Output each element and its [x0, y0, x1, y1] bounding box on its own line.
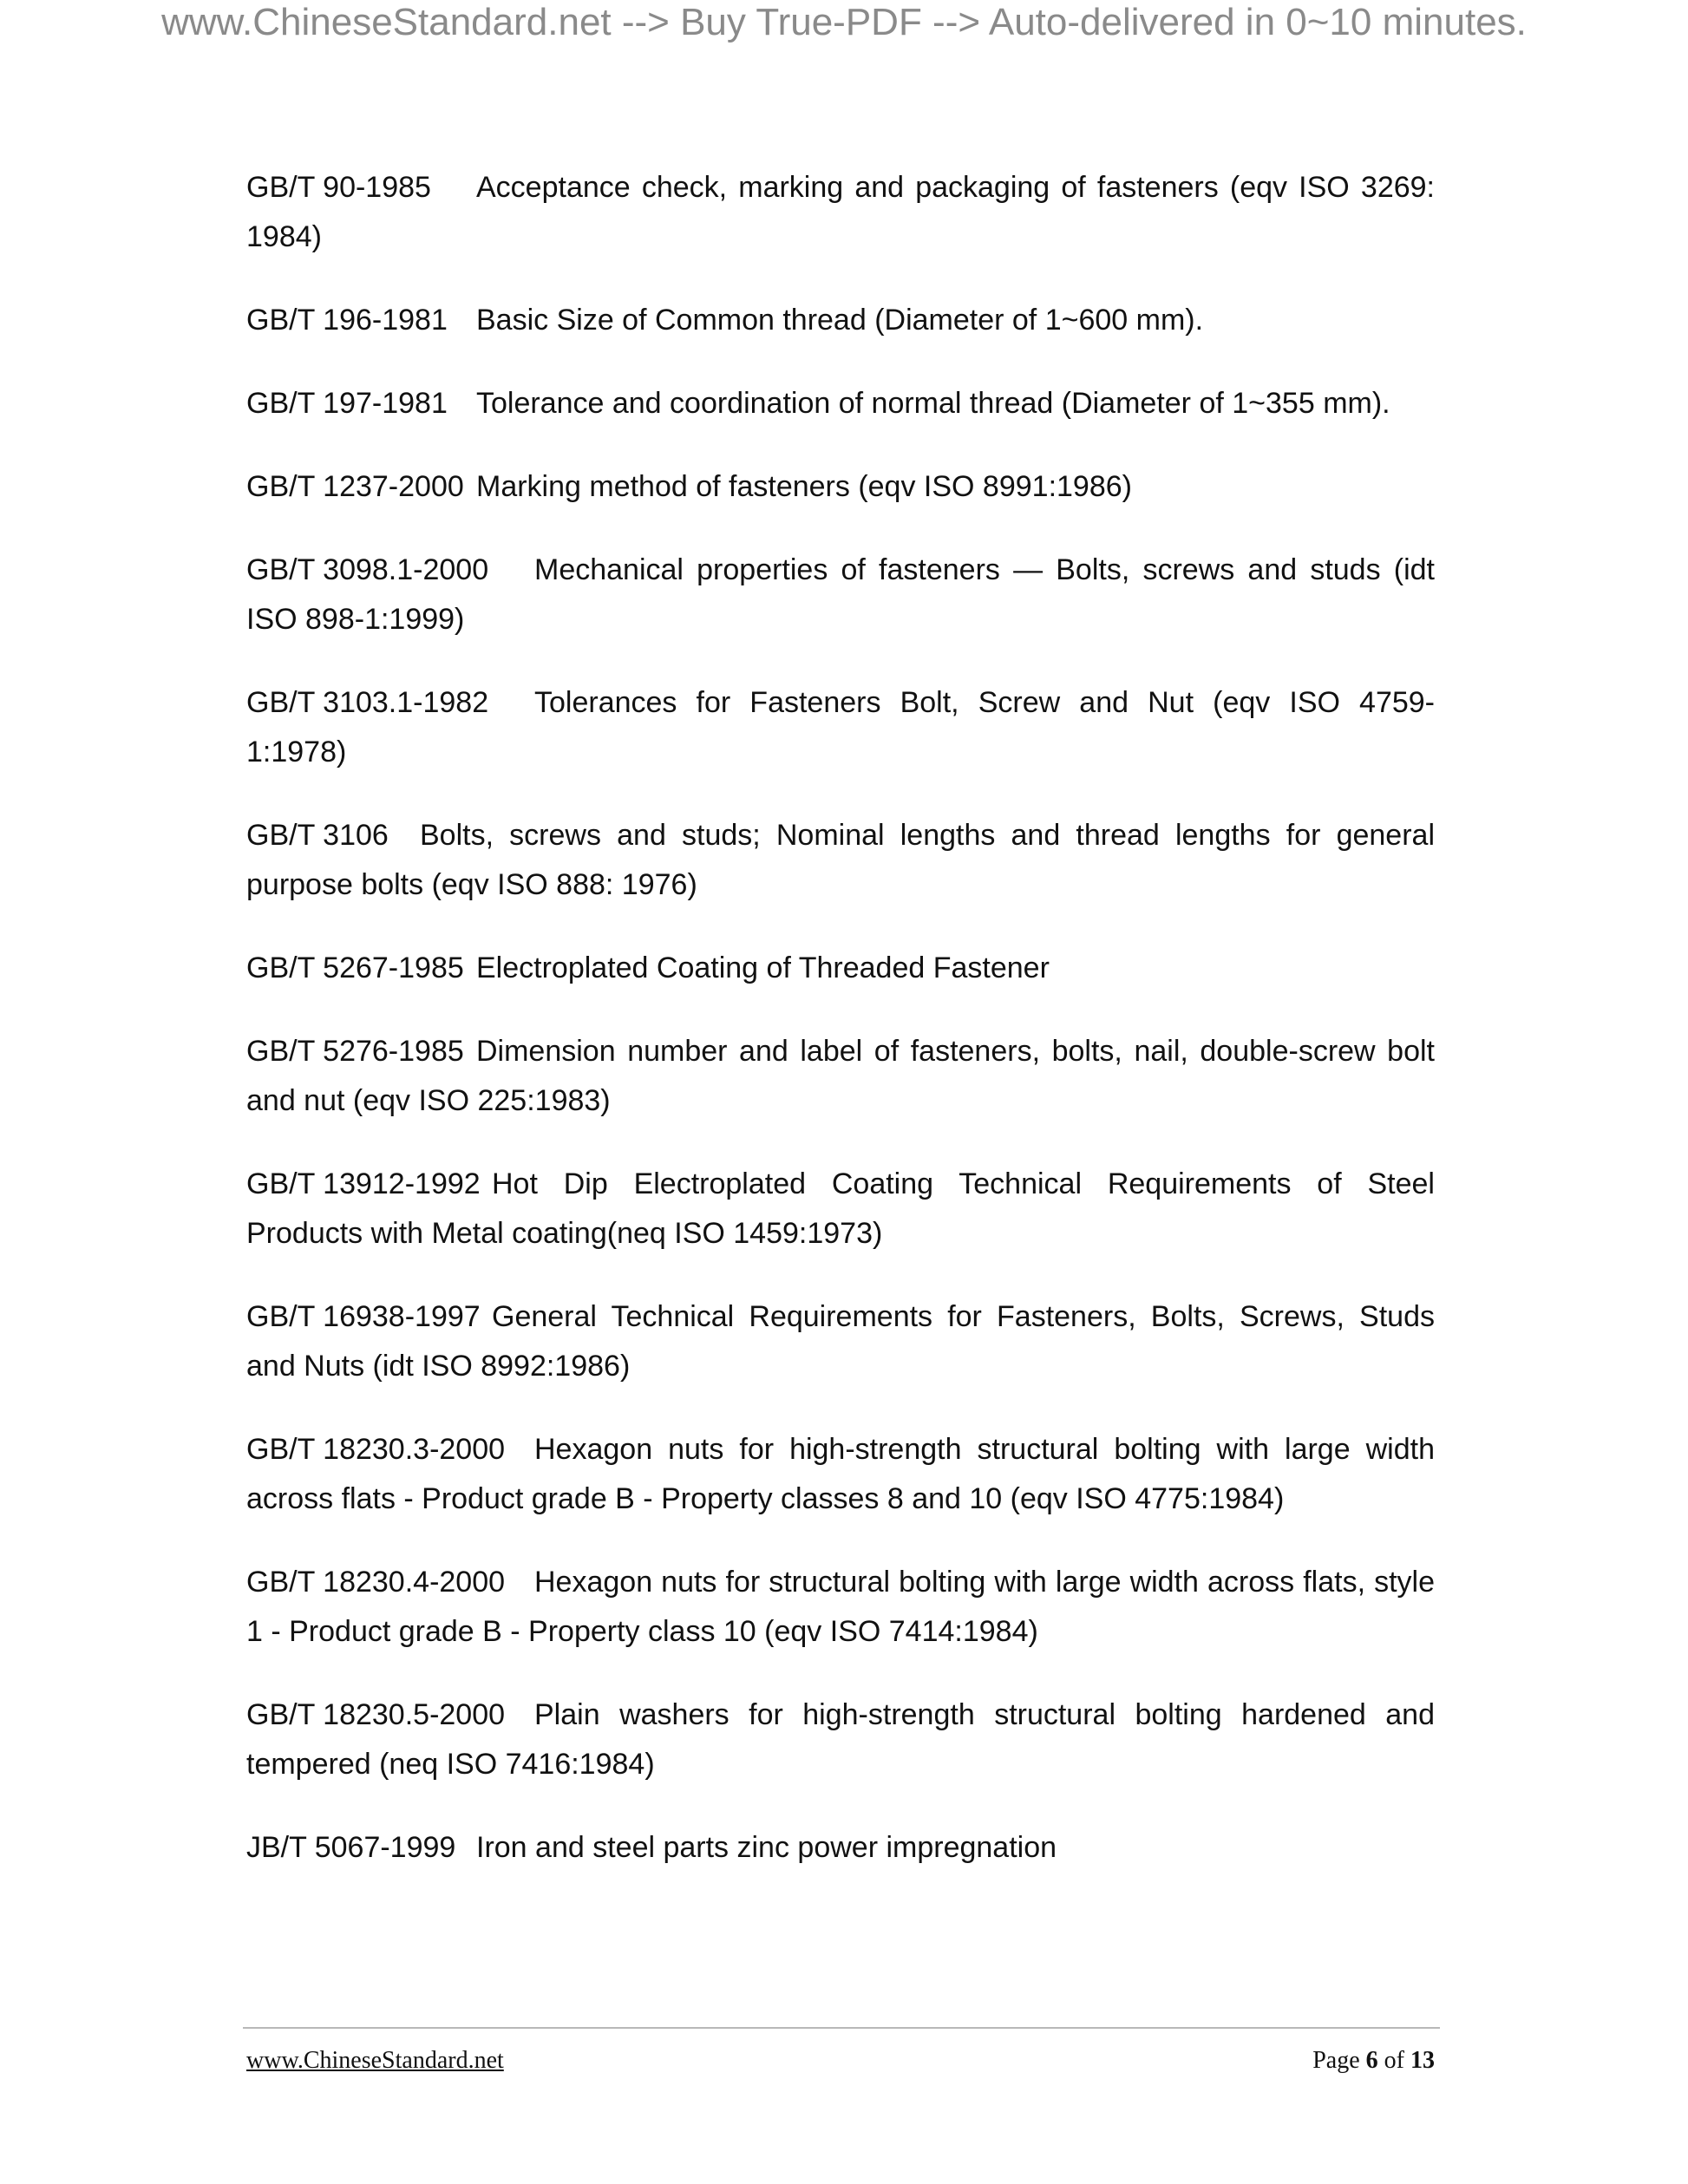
reference-entry — [246, 546, 1435, 644]
standard-title: Basic Size of Common thread (Diameter of 1~600 mm). — [476, 304, 1204, 337]
reference-entry — [246, 1292, 1435, 1391]
standard-code: GB/T 5267-1985 — [246, 951, 464, 984]
standard-title: Hexagon nuts for structural bolting with large width across flats, style 1 - Product grade B - Property class 10 (eqv ISO 7414:1984) — [246, 1566, 1435, 1648]
page-of-label: of — [1384, 2047, 1404, 2074]
reference-entry — [246, 1425, 1435, 1524]
standard-code: GB/T 1237-2000 — [246, 470, 464, 503]
standard-code: GB/T 3098.1-2000 — [246, 553, 489, 586]
standard-title: Acceptance check, marking and packaging of fasteners (eqv ISO 3269: 1984) — [246, 171, 1435, 253]
standard-code: GB/T 5276-1985 — [246, 1035, 464, 1068]
reference-entry — [246, 944, 1435, 993]
standard-code: JB/T 5067-1999 — [246, 1831, 456, 1864]
reference-entry — [246, 296, 1435, 345]
footer-divider — [243, 2027, 1440, 2029]
reference-entry — [246, 1690, 1435, 1789]
standard-title: Hexagon nuts for high-strength structural bolting with large width across flats - Product grade B - Property classes 8 and 10 (eqv ISO 4775:1984) — [246, 1433, 1435, 1515]
standard-title: Bolts, screws and studs; Nominal lengths and thread lengths for general purpose bolts (eqv ISO 888: 1976) — [246, 819, 1435, 901]
standard-code: GB/T 13912-1992 — [246, 1167, 481, 1200]
reference-entry — [246, 163, 1435, 262]
standard-title: Tolerances for Fasteners Bolt, Screw and Nut (eqv ISO 4759-1:1978) — [246, 686, 1435, 768]
standard-title: Mechanical properties of fasteners — Bolts, screws and studs (idt ISO 898-1:1999) — [246, 553, 1435, 636]
reference-entry — [246, 1823, 1435, 1873]
standard-code: GB/T 3106 — [246, 819, 389, 852]
standard-title: Hot Dip Electroplated Coating Technical Requirements of Steel Products with Metal coating(neq ISO 1459:1973) — [246, 1167, 1435, 1250]
page-total: 13 — [1410, 2047, 1435, 2074]
page-number — [1312, 2045, 1435, 2076]
standard-code: GB/T 18230.3-2000 — [246, 1433, 506, 1466]
reference-entry — [246, 678, 1435, 777]
standard-code: GB/T 3103.1-1982 — [246, 686, 489, 719]
standard-title: Dimension number and label of fasteners, bolts, nail, double-screw bolt and nut (eqv ISO 225:1983) — [246, 1035, 1435, 1117]
reference-entry — [246, 1027, 1435, 1126]
standard-code: GB/T 16938-1997 — [246, 1300, 481, 1333]
standard-title: Tolerance and coordination of normal thread (Diameter of 1~355 mm). — [476, 387, 1390, 420]
standard-title: Electroplated Coating of Threaded Fastener — [476, 951, 1050, 984]
standard-code: GB/T 18230.4-2000 — [246, 1566, 506, 1599]
reference-entry — [246, 379, 1435, 428]
standard-title: Marking method of fasteners (eqv ISO 8991:1986) — [476, 470, 1132, 503]
standard-code: GB/T 196-1981 — [246, 304, 448, 337]
standard-code: GB/T 90-1985 — [246, 171, 431, 204]
reference-list — [246, 163, 1435, 1906]
standard-title: Plain washers for high-strength structural bolting hardened and tempered (neq ISO 7416:1984) — [246, 1698, 1435, 1781]
reference-entry — [246, 462, 1435, 512]
standard-title: Iron and steel parts zinc power impregnation — [476, 1831, 1057, 1864]
standard-code: GB/T 18230.5-2000 — [246, 1698, 506, 1731]
top-banner: www.ChineseStandard.net --> Buy True-PDF --> Auto-delivered in 0~10 minutes. — [161, 1, 1527, 43]
reference-entry — [246, 1160, 1435, 1259]
standard-code: GB/T 197-1981 — [246, 387, 448, 420]
footer-site-link[interactable]: www.ChineseStandard.net — [246, 2047, 504, 2074]
reference-entry — [246, 1558, 1435, 1657]
standard-title: General Technical Requirements for Fasteners, Bolts, Screws, Studs and Nuts (idt ISO 8992:1986) — [246, 1300, 1435, 1383]
page-label: Page — [1312, 2047, 1360, 2074]
page-current: 6 — [1365, 2047, 1378, 2074]
reference-entry — [246, 811, 1435, 910]
